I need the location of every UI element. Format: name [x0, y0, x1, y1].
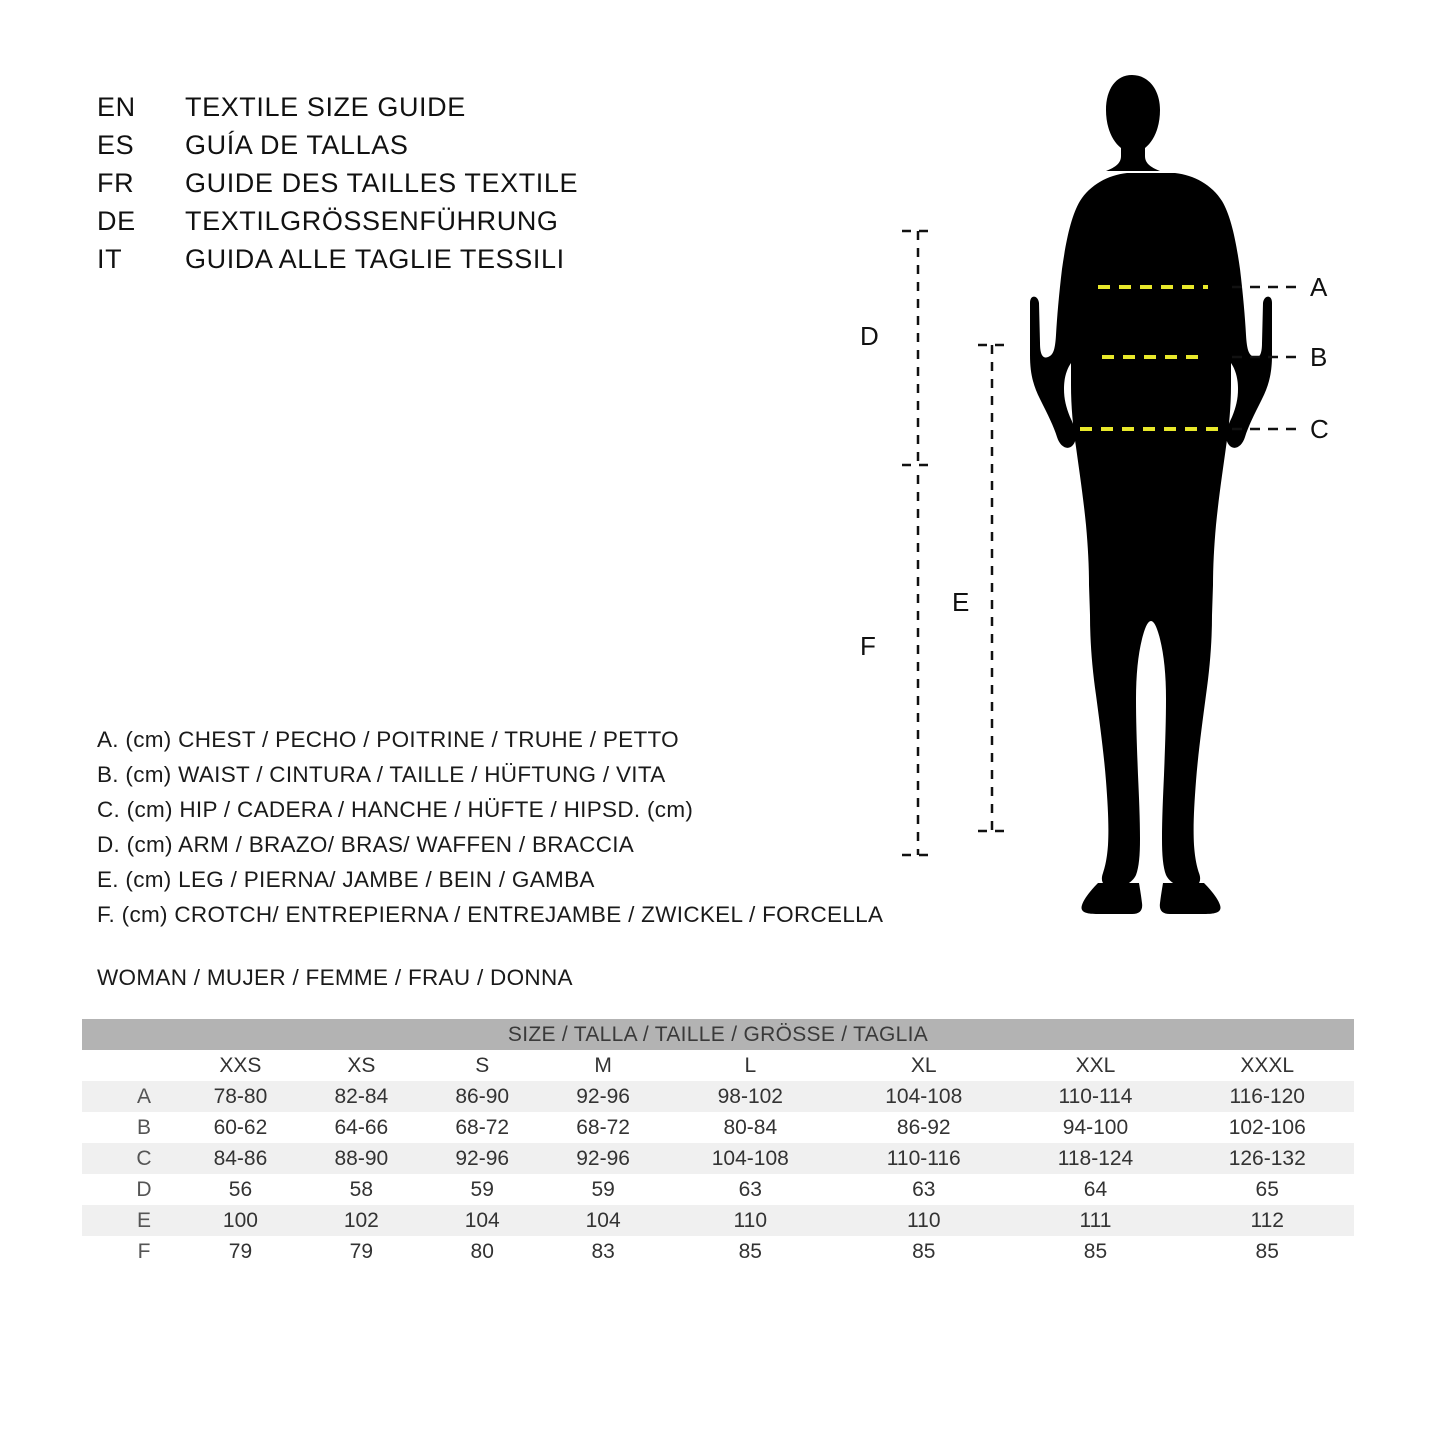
gender-label: WOMAN / MUJER / FEMME / FRAU / DONNA — [97, 965, 573, 990]
table-col-s: S — [422, 1050, 543, 1081]
cell-e-xs: 102 — [301, 1205, 422, 1236]
cell-b-xs: 64-66 — [301, 1112, 422, 1143]
cell-b-xxxl: 102-106 — [1180, 1112, 1354, 1143]
title-row — [97, 206, 717, 244]
row-key-f: F — [82, 1236, 180, 1267]
cell-d-xxl: 64 — [1011, 1174, 1181, 1205]
table-col-m: M — [543, 1050, 664, 1081]
cell-e-xxxl: 112 — [1180, 1205, 1354, 1236]
cell-b-s: 68-72 — [422, 1112, 543, 1143]
cell-d-xs: 58 — [301, 1174, 422, 1205]
table-row — [82, 1081, 1354, 1112]
cell-e-xxl: 111 — [1011, 1205, 1181, 1236]
cell-c-xs: 88-90 — [301, 1143, 422, 1174]
cell-d-l: 63 — [664, 1174, 837, 1205]
title-lang-en: EN — [97, 92, 136, 122]
legend-item-d: D. (cm) ARM / BRAZO/ BRAS/ WAFFEN / BRACCIA — [97, 832, 635, 857]
title-lang-it: IT — [97, 244, 123, 274]
row-key-b: B — [82, 1112, 180, 1143]
title-row — [97, 130, 717, 168]
cell-c-xl: 110-116 — [837, 1143, 1010, 1174]
cell-b-m: 68-72 — [543, 1112, 664, 1143]
table-row — [82, 1143, 1354, 1174]
size-table — [82, 1019, 1354, 1267]
table-col-xxl: XXL — [1011, 1050, 1181, 1081]
cell-f-s: 80 — [422, 1236, 543, 1267]
cell-a-xxl: 110-114 — [1011, 1081, 1181, 1112]
title-text-es: GUÍA DE TALLAS — [185, 130, 409, 160]
cell-d-s: 59 — [422, 1174, 543, 1205]
cell-c-s: 92-96 — [422, 1143, 543, 1174]
legend-item-b: B. (cm) WAIST / CINTURA / TAILLE / HÜFTUNG / VITA — [97, 762, 666, 787]
legend-item-f: F. (cm) CROTCH/ ENTREPIERNA / ENTREJAMBE / ZWICKEL / FORCELLA — [97, 902, 884, 927]
title-lang-es: ES — [97, 130, 135, 160]
table-col-xl: XL — [837, 1050, 1010, 1081]
measurement-diagram — [840, 55, 1400, 915]
bracket-e — [978, 345, 1008, 831]
cell-a-s: 86-90 — [422, 1081, 543, 1112]
legend-list — [97, 722, 917, 932]
dimension-brackets — [902, 231, 1008, 855]
cell-f-xxs: 79 — [180, 1236, 301, 1267]
cell-e-xxs: 100 — [180, 1205, 301, 1236]
callout-label-c: C — [1310, 414, 1329, 444]
table-band-label: SIZE / TALLA / TAILLE / GRÖSSE / TAGLIA — [82, 1019, 1354, 1050]
legend-item-a: A. (cm) CHEST / PECHO / POITRINE / TRUHE / PETTO — [97, 727, 679, 752]
cell-f-xxl: 85 — [1011, 1236, 1181, 1267]
table-row — [82, 1174, 1354, 1205]
title-block — [97, 92, 717, 282]
title-text-it: GUIDA ALLE TAGLIE TESSILI — [185, 244, 565, 274]
cell-f-xxxl: 85 — [1180, 1236, 1354, 1267]
legend-item-c: C. (cm) HIP / CADERA / HANCHE / HÜFTE / HIPSD. (cm) — [97, 797, 694, 822]
table-col-blank — [82, 1050, 180, 1081]
row-key-c: C — [82, 1143, 180, 1174]
cell-b-xxs: 60-62 — [180, 1112, 301, 1143]
bracket-label-e: E — [952, 587, 970, 617]
cell-c-xxl: 118-124 — [1011, 1143, 1181, 1174]
bracket-label-d: D — [860, 321, 879, 351]
cell-d-m: 59 — [543, 1174, 664, 1205]
cell-f-l: 85 — [664, 1236, 837, 1267]
cell-f-m: 83 — [543, 1236, 664, 1267]
title-lang-de: DE — [97, 206, 136, 236]
table-col-xs: XS — [301, 1050, 422, 1081]
cell-c-l: 104-108 — [664, 1143, 837, 1174]
cell-e-s: 104 — [422, 1205, 543, 1236]
cell-e-m: 104 — [543, 1205, 664, 1236]
legend-item-e: E. (cm) LEG / PIERNA/ JAMBE / BEIN / GAMBA — [97, 867, 595, 892]
bracket-label-f: F — [860, 631, 876, 661]
title-text-fr: GUIDE DES TAILLES TEXTILE — [185, 168, 579, 198]
cell-a-xxxl: 116-120 — [1180, 1081, 1354, 1112]
bracket-d — [902, 231, 932, 465]
row-key-a: A — [82, 1081, 180, 1112]
cell-a-xxs: 78-80 — [180, 1081, 301, 1112]
table-header-row — [82, 1050, 1354, 1081]
table-row — [82, 1205, 1354, 1236]
row-key-e: E — [82, 1205, 180, 1236]
title-text-en: TEXTILE SIZE GUIDE — [185, 92, 466, 122]
cell-f-xs: 79 — [301, 1236, 422, 1267]
cell-b-xxl: 94-100 — [1011, 1112, 1181, 1143]
row-key-d: D — [82, 1174, 180, 1205]
title-text-de: TEXTILGRÖSSENFÜHRUNG — [185, 206, 559, 236]
title-row — [97, 92, 717, 130]
bracket-labels — [860, 321, 969, 661]
cell-a-m: 92-96 — [543, 1081, 664, 1112]
title-lang-fr: FR — [97, 168, 135, 198]
table-row — [82, 1236, 1354, 1267]
table-col-l: L — [664, 1050, 837, 1081]
title-row — [97, 168, 717, 206]
cell-d-xxxl: 65 — [1180, 1174, 1354, 1205]
cell-a-xs: 82-84 — [301, 1081, 422, 1112]
table-col-xxxl: XXXL — [1180, 1050, 1354, 1081]
cell-d-xl: 63 — [837, 1174, 1010, 1205]
cell-e-l: 110 — [664, 1205, 837, 1236]
cell-c-xxs: 84-86 — [180, 1143, 301, 1174]
cell-b-xl: 86-92 — [837, 1112, 1010, 1143]
callout-label-a: A — [1310, 272, 1328, 302]
cell-f-xl: 85 — [837, 1236, 1010, 1267]
cell-a-xl: 104-108 — [837, 1081, 1010, 1112]
cell-b-l: 80-84 — [664, 1112, 837, 1143]
woman-silhouette — [1030, 75, 1272, 914]
callout-label-b: B — [1310, 342, 1328, 372]
cell-c-xxxl: 126-132 — [1180, 1143, 1354, 1174]
table-band-row — [82, 1019, 1354, 1050]
callout-labels — [1310, 272, 1329, 444]
cell-c-m: 92-96 — [543, 1143, 664, 1174]
table-row — [82, 1112, 1354, 1143]
title-row — [97, 244, 717, 282]
cell-d-xxs: 56 — [180, 1174, 301, 1205]
table-col-xxs: XXS — [180, 1050, 301, 1081]
cell-a-l: 98-102 — [664, 1081, 837, 1112]
cell-e-xl: 110 — [837, 1205, 1010, 1236]
